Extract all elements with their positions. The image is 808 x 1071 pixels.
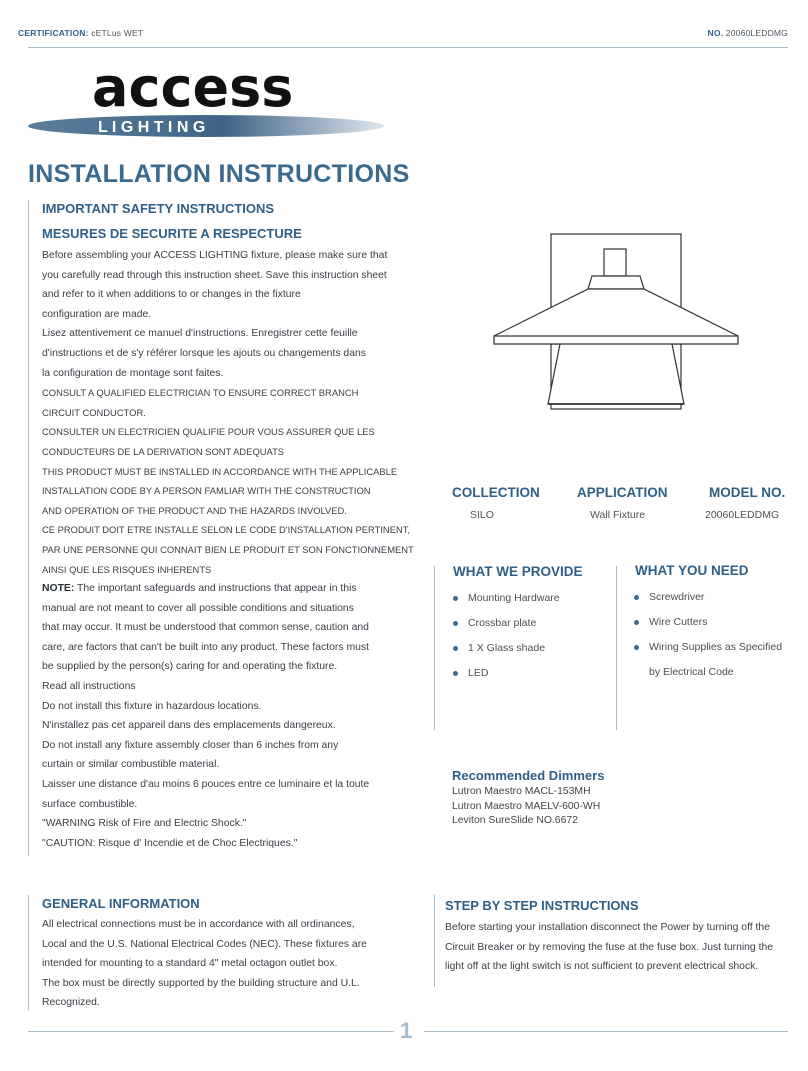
- fixture-illustration: [490, 232, 742, 414]
- steps-heading: STEP BY STEP INSTRUCTIONS: [445, 898, 639, 913]
- safety-line: d'instructions et de s'y référer lorsque les ajouts ou changements dans: [42, 347, 366, 359]
- safety-line: THIS PRODUCT MUST BE INSTALLED IN ACCORDANCE WITH THE APPLICABLE: [42, 465, 398, 477]
- safety-line: you carefully read through this instruction sheet. Save this instruction sheet: [42, 269, 387, 281]
- safety-line: CONSULT A QUALIFIED ELECTRICIAN TO ENSURE CORRECT BRANCH: [42, 387, 359, 399]
- list-item: 1 X Glass shade: [450, 636, 610, 661]
- footer-rule-right: [424, 1031, 788, 1032]
- list-item: by Electrical Code: [649, 666, 734, 678]
- list-item: Screwdriver: [631, 585, 801, 610]
- safety-line: surface combustible.: [42, 798, 138, 810]
- safety-line: configuration are made.: [42, 308, 152, 320]
- logo-word: access: [92, 62, 294, 119]
- general-line: The box must be directly supported by the building structure and U.L.: [42, 977, 360, 989]
- safety-line: Lisez attentivement ce manuel d'instructions. Enregistrer cette feuille: [42, 328, 358, 340]
- safety-rule: [28, 200, 29, 856]
- safety-line: Laisser une distance d'au moins 6 pouces entre ce luminaire et la toute: [42, 779, 370, 791]
- header-rule: [28, 47, 788, 48]
- list-item: Crossbar plate: [450, 611, 610, 636]
- safety-heading-en: IMPORTANT SAFETY INSTRUCTIONS: [42, 201, 275, 216]
- header-bar: [18, 28, 788, 40]
- safety-line: that may occur. It must be understood that common sense, caution and: [42, 622, 369, 634]
- application-value: Wall Fixture: [590, 509, 646, 521]
- fixture-drawing: [490, 232, 742, 414]
- safety-line: Read all instructions: [42, 681, 136, 693]
- safety-line: "CAUTION: Risque d' Incendie et de Choc Electriques.": [42, 837, 298, 849]
- bullet-icon: [634, 620, 639, 625]
- list-item: Wire Cutters: [631, 610, 801, 635]
- safety-line: CE PRODUIT DOIT ETRE INSTALLE SELON LE CODE D'INSTALLATION PERTINENT,: [42, 524, 411, 536]
- no-label: NO.: [707, 28, 724, 38]
- provide-rule: [434, 566, 435, 730]
- page-title: INSTALLATION INSTRUCTIONS: [28, 160, 410, 188]
- bullet-icon: [634, 645, 639, 650]
- dimmer-item: Lutron Maestro MACL-153MH: [452, 786, 591, 797]
- list-item: LED: [450, 661, 610, 686]
- safety-line: Do not install this fixture in hazardous locations.: [42, 700, 262, 712]
- collection-value: SILO: [470, 509, 494, 521]
- safety-line: CONDUCTEURS DE LA DERIVATION SONT ADEQUATS: [42, 445, 285, 457]
- dimmers-list: [452, 785, 600, 829]
- general-rule: [28, 895, 29, 1010]
- bullet-icon: [453, 621, 458, 626]
- note-line: [42, 579, 422, 599]
- safety-line: and refer to it when additions to or changes in the fixture: [42, 289, 301, 301]
- safety-line: AINSI QUE LES RISQUES INHERENTS: [42, 563, 212, 575]
- steps-rule: [434, 895, 435, 987]
- safety-text: [42, 246, 422, 853]
- fixture-stem-shape: [604, 249, 626, 276]
- bullet-icon: [453, 646, 458, 651]
- model-number-header: [708, 28, 788, 38]
- model-value: 20060LEDDMG: [705, 509, 780, 521]
- general-heading: GENERAL INFORMATION: [42, 896, 200, 911]
- certification-value: cETLus WET: [91, 28, 144, 38]
- general-line: Recognized.: [42, 997, 100, 1009]
- provide-list: [450, 586, 610, 686]
- safety-line: curtain or similar combustible material.: [42, 759, 220, 771]
- bullet-icon: [453, 596, 458, 601]
- model-label: MODEL NO.: [709, 485, 786, 500]
- general-line: All electrical connections must be in accordance with all ordinances,: [42, 919, 355, 930]
- safety-line: Do not install any fixture assembly closer than 6 inches from any: [42, 739, 339, 751]
- logo-graphic: [28, 62, 388, 142]
- list-item: Mounting Hardware: [450, 586, 610, 611]
- certification-label: CERTIFICATION:: [18, 28, 89, 38]
- note-label: NOTE:: [42, 583, 75, 595]
- footer-rule-left: [28, 1031, 394, 1032]
- bullet-icon: [453, 671, 458, 676]
- dimmers-heading: Recommended Dimmers: [452, 768, 605, 783]
- collection-label: COLLECTION: [452, 485, 540, 500]
- need-rule: [616, 566, 617, 730]
- page-number: 1: [400, 1018, 413, 1043]
- safety-line: CONSULTER UN ELECTRICIEN QUALIFIE POUR VOUS ASSURER QUE LES: [42, 426, 375, 438]
- application-label: APPLICATION: [577, 485, 668, 500]
- fixture-cap-shape: [588, 276, 644, 289]
- need-heading: WHAT YOU NEED: [635, 563, 749, 578]
- dimmer-item: Leviton SureSlide NO.6672: [452, 815, 578, 826]
- steps-line: light off at the light switch is not sufficient to prevent electrical shock.: [445, 961, 759, 973]
- steps-line: Circuit Breaker or by removing the fuse at the fuse box. Just turning the: [445, 941, 774, 953]
- safety-line: CIRCUIT CONDUCTOR.: [42, 406, 146, 418]
- provide-heading: WHAT WE PROVIDE: [453, 564, 583, 579]
- no-value: 20060LEDDMG: [725, 28, 788, 38]
- safety-line: "WARNING Risk of Fire and Electric Shock.": [42, 818, 247, 830]
- safety-line: manual are not meant to cover all possible conditions and situations: [42, 602, 354, 614]
- safety-line: la configuration de montage sont faites.: [42, 367, 224, 379]
- safety-heading-fr: MESURES DE SECURITE A RESPECTURE: [42, 226, 302, 241]
- safety-line: Before assembling your ACCESS LIGHTING fixture, please make sure that: [42, 250, 388, 261]
- safety-line: be supplied by the person(s) caring for and operating the fixture.: [42, 661, 338, 673]
- safety-line: care, are factors that can't be built into any product. These factors must: [42, 641, 369, 653]
- safety-line: AND OPERATION OF THE PRODUCT AND THE HAZARDS INVOLVED.: [42, 504, 347, 516]
- bullet-icon: [634, 595, 639, 600]
- list-item: Wiring Supplies as Specified: [631, 635, 801, 660]
- safety-line: PAR UNE PERSONNE QUI CONNAIT BIEN LE PRODUIT ET SON FONCTIONNEMENT: [42, 543, 414, 555]
- steps-text: [445, 918, 800, 977]
- need-list: [631, 585, 801, 685]
- dimmer-item: Lutron Maestro MAELV-600-WH: [452, 800, 601, 812]
- access-lighting-logo: [28, 62, 388, 142]
- general-line: intended for mounting to a standard 4" metal octagon outlet box.: [42, 958, 338, 970]
- logo-sub: L I G H T I N G: [98, 119, 206, 136]
- safety-line: N'installez pas cet appareil dans des emplacements dangereux.: [42, 720, 336, 732]
- steps-line: Before starting your installation disconnect the Power by turning off the: [445, 922, 770, 933]
- general-text: [42, 915, 422, 1013]
- safety-line: INSTALLATION CODE BY A PERSON FAMLIAR WITH THE CONSTRUCTION: [42, 485, 371, 497]
- general-line: Local and the U.S. National Electrical Codes (NEC). These fixtures are: [42, 938, 367, 950]
- glass-shade-shape: [548, 344, 684, 404]
- note-text: The important safeguards and instructions that appear in this: [74, 583, 357, 595]
